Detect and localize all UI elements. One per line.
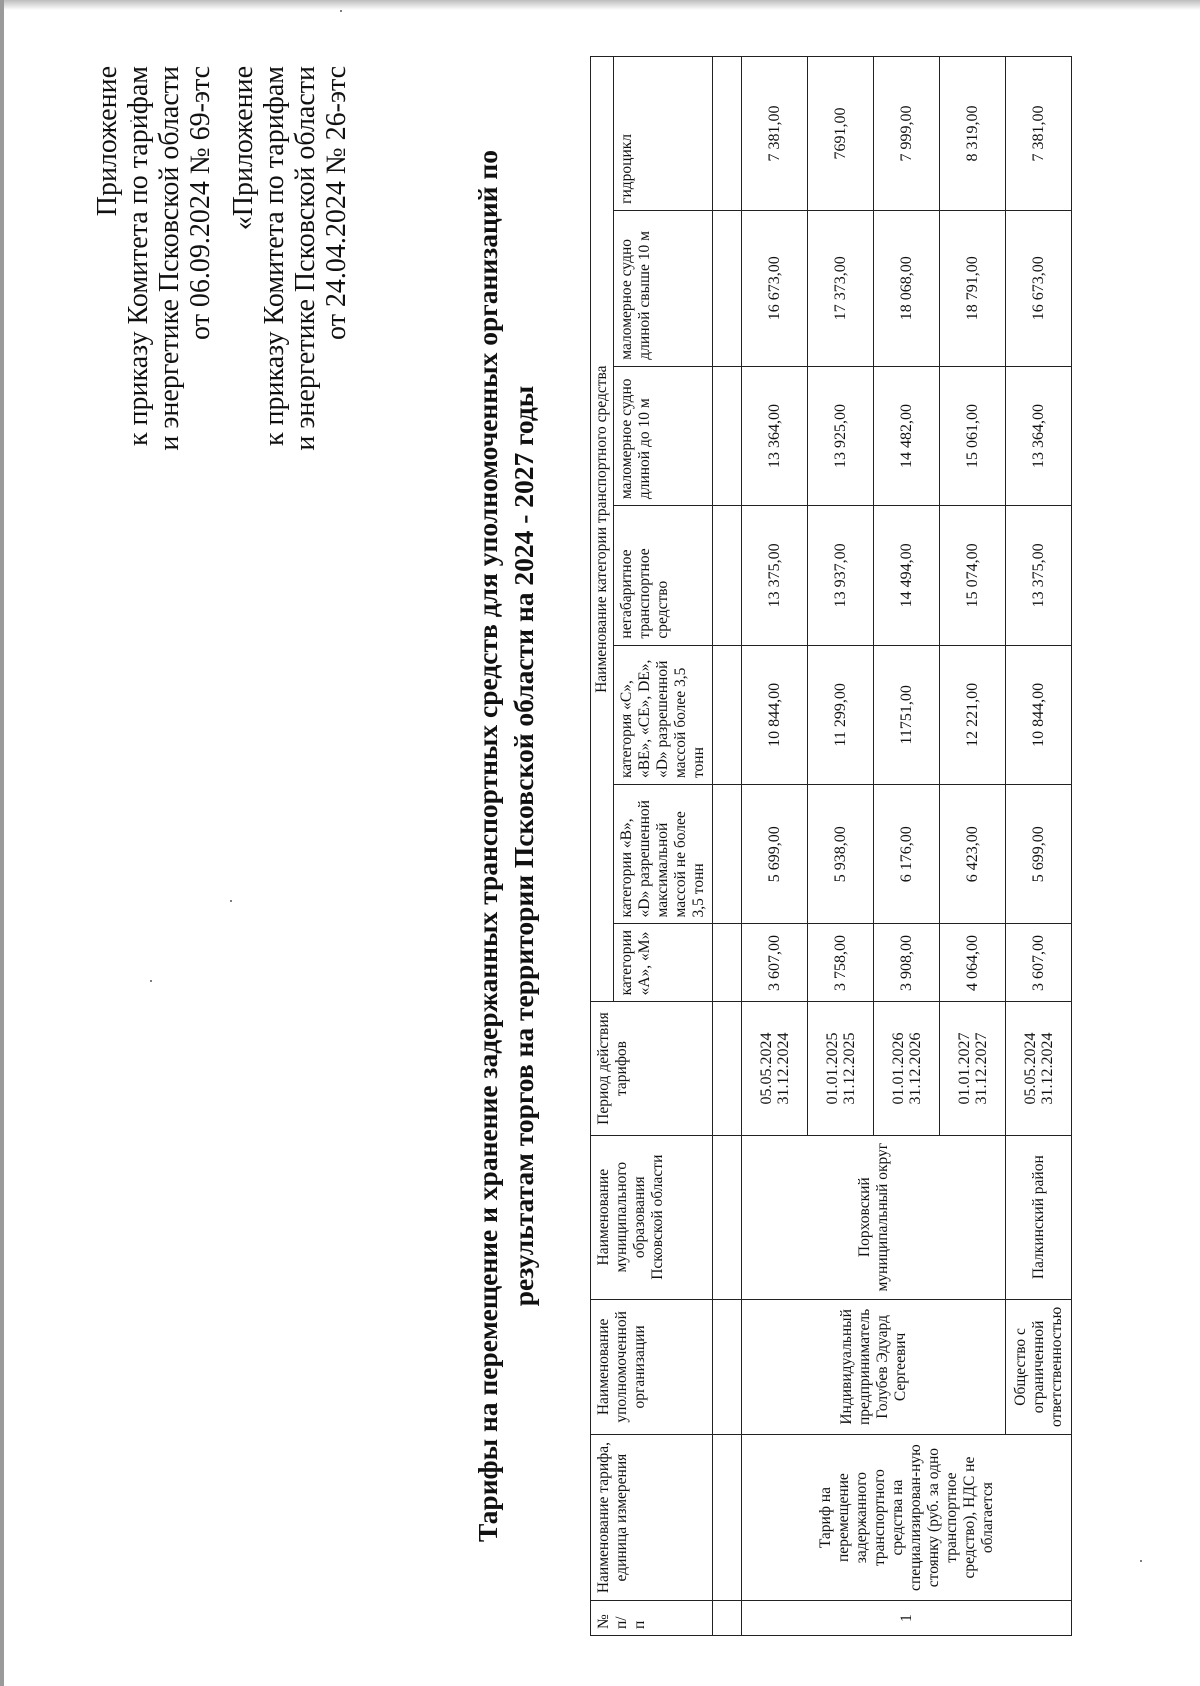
header-category-boat-10: маломерное судно длиной до 10 м: [614, 366, 713, 505]
header-category-oversize: негабаритное транспортное средство: [614, 506, 713, 645]
table-cell: [713, 506, 742, 645]
header-category-am: категории «A», «M»: [614, 924, 713, 1002]
tariff-description: Тариф на перемещение задержанного транспортного средства на специализирован-ную стоянку (руб. за одно транспортное средство), НДС не облагается: [742, 1435, 1072, 1601]
header-category-boat-over-10: маломерное судно длиной свыше 10 м: [614, 210, 713, 366]
table-row: [1006, 57, 1072, 1636]
tariff-value: 7 381,00: [1006, 57, 1072, 211]
header-vehicle-category: Наименование категории транспортного средства: [591, 57, 614, 1002]
tariff-value: 5 699,00: [742, 785, 808, 924]
tariff-value: 13 937,00: [808, 506, 874, 645]
table-cell: [713, 924, 742, 1002]
appendix-line: к приказу Комитета по тарифам: [123, 66, 154, 447]
organization-name: Общество с ограниченной ответственностью: [1006, 1299, 1072, 1434]
tariff-value: 10 844,00: [1006, 645, 1072, 784]
appendix-header-previous: [228, 66, 352, 451]
header-category-jetski: гидроцикл: [614, 57, 713, 211]
appendix-line: от 24.04.2024 № 26-этс: [321, 66, 352, 340]
table-cell: [713, 57, 742, 211]
tariff-value: 14 494,00: [874, 506, 940, 645]
municipality-name: Порховский муниципальный округ: [742, 1135, 1006, 1299]
appendix-header-current: [92, 66, 216, 451]
tariff-value: 5 938,00: [808, 785, 874, 924]
tariff-value: 18 791,00: [940, 210, 1006, 366]
table-cell: [713, 1601, 742, 1636]
tariff-value: 11 299,00: [808, 645, 874, 784]
table-row: [742, 57, 808, 1636]
appendix-line: и энергетике Псковской области: [154, 66, 185, 451]
tariff-value: 7 999,00: [874, 57, 940, 211]
header-category-bd: категории «B», «D» разрешенной максимальной массой не более 3,5 тонн: [614, 785, 713, 924]
scan-edge-top: [0, 0, 1200, 10]
tariff-period: 05.05.2024 31.12.2024: [742, 1002, 808, 1135]
tariff-value: 4 064,00: [940, 924, 1006, 1002]
header-organization: Наименование уполномоченной организации: [591, 1299, 713, 1434]
tariff-value: 3 607,00: [1006, 924, 1072, 1002]
appendix-line: Приложение: [92, 66, 123, 217]
tariff-period: 05.05.2024 31.12.2024: [1006, 1002, 1072, 1135]
tariff-value: 13 375,00: [1006, 506, 1072, 645]
tariff-value: 18 068,00: [874, 210, 940, 366]
appendix-line: к приказу Комитета по тарифам: [259, 66, 290, 447]
tariff-value: 6 176,00: [874, 785, 940, 924]
tariff-value: 3 908,00: [874, 924, 940, 1002]
table-cell: [713, 645, 742, 784]
appendix-line: и энергетике Псковской области: [290, 66, 321, 451]
tariff-value: 3 758,00: [808, 924, 874, 1002]
header-period: Период действия тарифов: [591, 1002, 713, 1135]
appendix-line: от 06.09.2024 № 69-этс: [185, 66, 216, 340]
header-municipality: Наименование муниципального образования Псковской области: [591, 1135, 713, 1299]
tariff-value: 6 423,00: [940, 785, 1006, 924]
header-number: № п/ п: [591, 1601, 713, 1636]
tariff-value: 3 607,00: [742, 924, 808, 1002]
tariff-table: [590, 56, 1072, 1636]
tariff-value: 7 381,00: [742, 57, 808, 211]
document-title: [470, 76, 542, 1616]
tariff-value: 15 074,00: [940, 506, 1006, 645]
scan-edge-left: [0, 0, 4, 1686]
tariff-value: 17 373,00: [808, 210, 874, 366]
tariff-value: 13 364,00: [1006, 366, 1072, 505]
header-category-cd: категория «C», «BE», «CE», DE», «D» разрешенной массой более 3,5 тонн: [614, 645, 713, 784]
tariff-period: 01.01.2025 31.12.2025: [808, 1002, 874, 1135]
organization-name: Индивидуальный предприниматель Голубев Эдуард Сергеевич: [742, 1299, 1006, 1434]
tariff-value: 16 673,00: [742, 210, 808, 366]
table-cell: [713, 1002, 742, 1135]
title-line: Тарифы на перемещение и хранение задержанных транспортных средств для уполномоченных организаций по: [472, 150, 503, 1542]
table-cell: [713, 1299, 742, 1434]
title-line: результатам торгов на территории Псковской области на 2024 - 2027 годы: [508, 385, 539, 1307]
tariff-period: 01.01.2027 31.12.2027: [940, 1002, 1006, 1135]
tariff-value: 12 221,00: [940, 645, 1006, 784]
tariff-period: 01.01.2026 31.12.2026: [874, 1002, 940, 1135]
table-cell: [713, 210, 742, 366]
table-cell: [713, 785, 742, 924]
rotated-page: [40, 36, 1170, 1656]
tariff-value: 13 925,00: [808, 366, 874, 505]
table-cell: [713, 366, 742, 505]
tariff-value: 16 673,00: [1006, 210, 1072, 366]
tariff-value: 14 482,00: [874, 366, 940, 505]
tariff-value: 15 061,00: [940, 366, 1006, 505]
tariff-value: 13 375,00: [742, 506, 808, 645]
tariff-value: 10 844,00: [742, 645, 808, 784]
tariff-value: 8 319,00: [940, 57, 1006, 211]
appendix-line: «Приложение: [228, 66, 259, 231]
table-cell: [713, 1135, 742, 1299]
table-row-blank: [713, 57, 742, 1636]
header-tariff-name: Наименование тарифа, единица измерения: [591, 1435, 713, 1601]
tariff-value: 5 699,00: [1006, 785, 1072, 924]
row-number: 1: [742, 1601, 1072, 1636]
scan-speck: [340, 10, 342, 12]
tariff-value: 11751,00: [874, 645, 940, 784]
tariff-value: 7691,00: [808, 57, 874, 211]
tariff-value: 13 364,00: [742, 366, 808, 505]
table-cell: [713, 1435, 742, 1601]
municipality-name: Палкинский район: [1006, 1135, 1072, 1299]
